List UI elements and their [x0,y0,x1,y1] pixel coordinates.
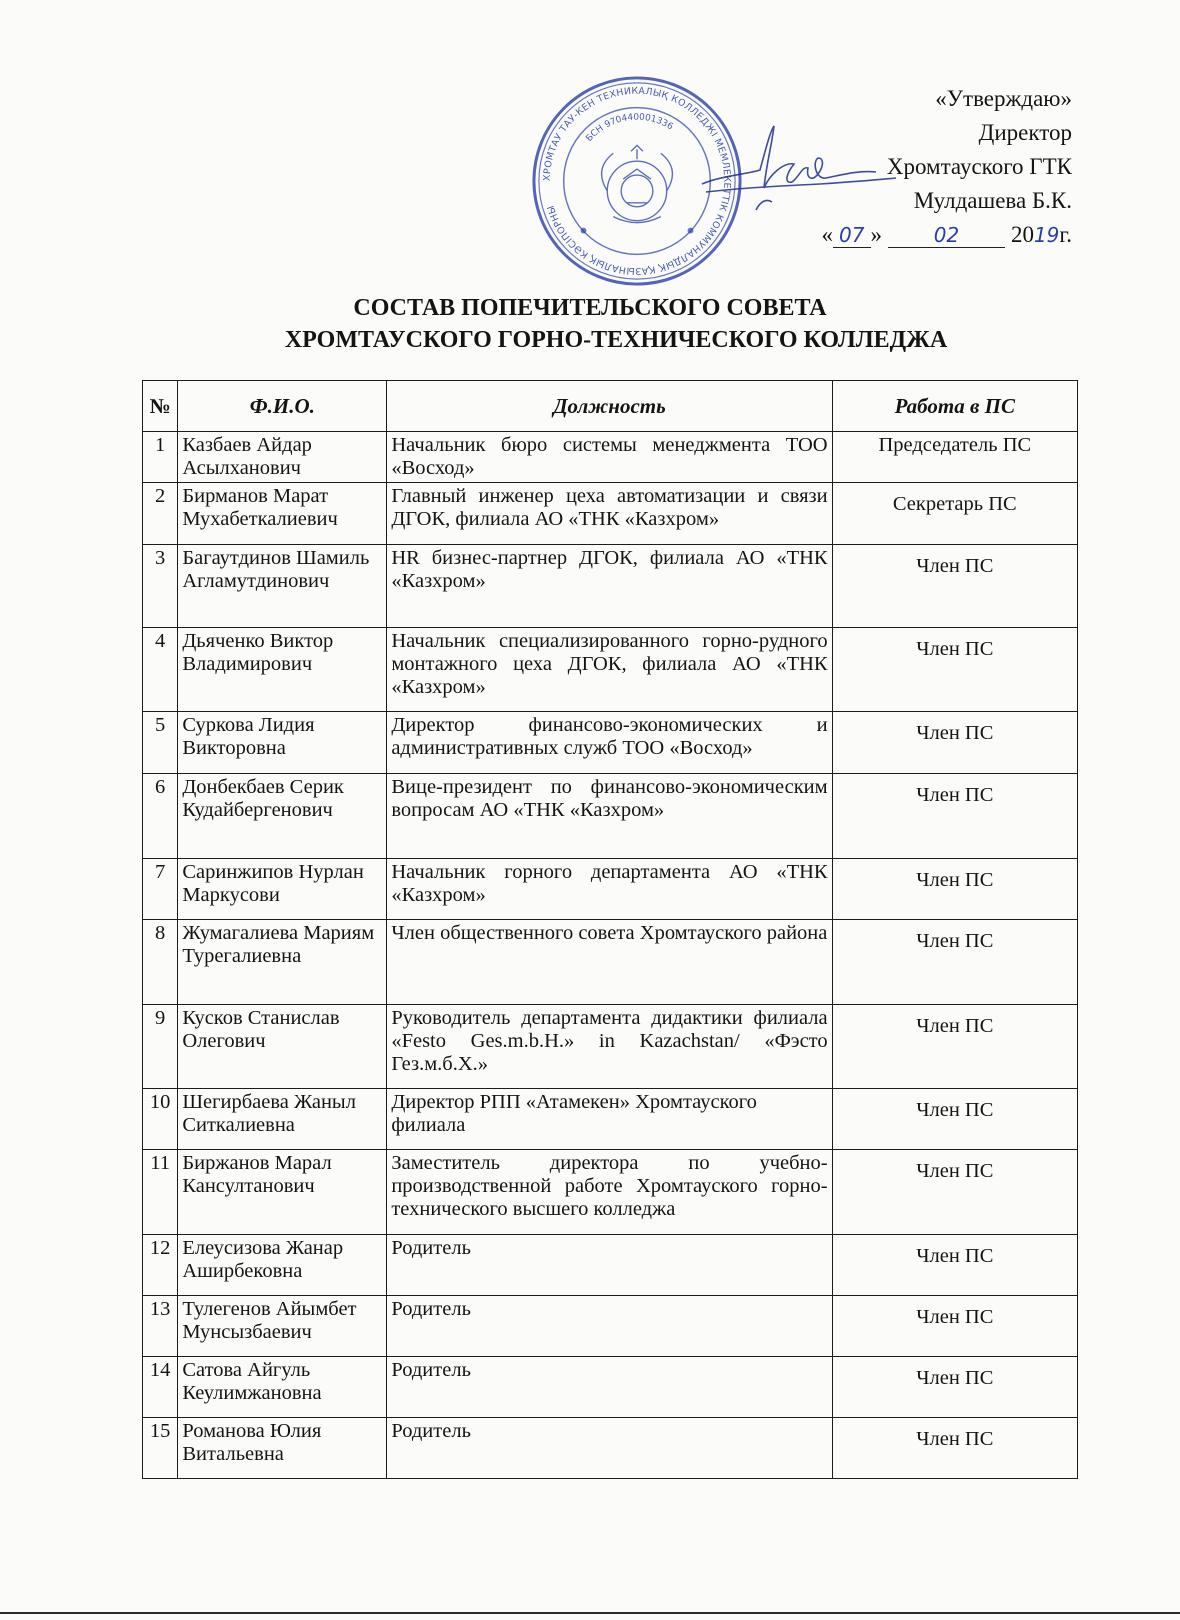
cell-position: Начальник горного департамента АО «ТНК «Казхром» [387,859,832,920]
cell-board-role: Член ПС [832,774,1077,859]
header-full-name: Ф.И.О. [178,381,387,432]
table-row [143,1296,1078,1357]
cell-position: Главный инженер цеха автоматизации и связи ДГОК, филиала АО «ТНК «Казхром» [387,483,832,545]
cell-position: Начальник бюро системы менеджмента ТОО «Восход» [387,432,832,483]
table-row [143,1089,1078,1150]
table-row [143,628,1078,712]
cell-board-role: Член ПС [832,1357,1077,1418]
cell-position: Вице-президент по финансово-экономическим вопросам АО «ТНК «Казхром» [387,774,832,859]
cell-board-role: Член ПС [832,712,1077,774]
seal-inner-text: БСН 970440001336 [584,112,675,144]
cell-full-name: Багаутдинов Шамиль Агламутдинович [178,545,387,628]
cell-position: Родитель [387,1296,832,1357]
cell-number: 14 [143,1357,178,1418]
cell-board-role: Член ПС [832,1089,1077,1150]
table-row [143,859,1078,920]
cell-position: Родитель [387,1418,832,1479]
cell-number: 5 [143,712,178,774]
table-row [143,432,1078,483]
header-number: № [143,381,178,432]
date-open-quote: « [821,222,834,247]
approve-label: «Утверждаю» [935,86,1072,111]
cell-position: Заместитель директора по учебно-производственной работе Хромтауского горно-технического высшего колледжа [387,1150,832,1235]
cell-position: Директор РПП «Атамекен» Хромтауского филиала [387,1089,832,1150]
date-year-prefix: 20 [1010,222,1034,247]
cell-board-role: Член ПС [832,920,1077,1005]
cell-full-name: Донбекбаев Серик Кудайбергенович [178,774,387,859]
cell-full-name: Сатова Айгуль Кеулимжановна [178,1357,387,1418]
cell-full-name: Бирманов Марат Мухабеткалиевич [178,483,387,545]
cell-number: 1 [143,432,178,483]
members-table-wrapper [142,380,1078,1479]
cell-board-role: Член ПС [832,1296,1077,1357]
cell-number: 10 [143,1089,178,1150]
cell-board-role: Член ПС [832,628,1077,712]
cell-full-name: Шегирбаева Жаныл Ситкалиевна [178,1089,387,1150]
cell-board-role: Член ПС [832,545,1077,628]
cell-number: 7 [143,859,178,920]
cell-full-name: Дьяченко Виктор Владимирович [178,628,387,712]
date-close-quote: » [870,222,882,247]
cell-number: 3 [143,545,178,628]
approval-block [822,82,1072,252]
table-row [143,1235,1078,1296]
table-row [143,483,1078,545]
table-row [143,1150,1078,1235]
cell-position: HR бизнес-партнер ДГОК, филиала АО «ТНК «Казхром» [387,545,832,628]
cell-number: 15 [143,1418,178,1479]
date-year-end: г. [1059,222,1072,247]
cell-position: Начальник специализированного горно-рудного монтажного цеха ДГОК, филиала АО «ТНК «Казхром» [387,628,832,712]
cell-number: 2 [143,483,178,545]
table-header-row [143,381,1078,432]
scan-edge-line [0,1612,1180,1614]
cell-number: 9 [143,1005,178,1089]
seal-outer-text: ХРОМТАУ ТАУ-КЕН ТЕХНИКАЛЫҚ КОЛЛЕДЖІ МЕМЛЕКЕТТІК КОММУНАЛДЫҚ ҚАЗЫНАЛЫҚ КӘСІПОРНЫ [541,85,733,277]
table-row [143,920,1078,1005]
approver-organization: Хромтауского ГТК [886,154,1072,179]
title-line-1: СОСТАВ ПОПЕЧИТЕЛЬСКОГО СОВЕТА [353,295,827,321]
cell-number: 4 [143,628,178,712]
cell-number: 8 [143,920,178,1005]
cell-full-name: Елеусизова Жанар Аширбековна [178,1235,387,1296]
svg-text:БСН 970440001336 [584,113,674,144]
cell-full-name: Саринжипов Нурлан Маркусови [178,859,387,920]
table-row [143,1357,1078,1418]
cell-board-role: Член ПС [832,1150,1077,1235]
cell-number: 6 [143,774,178,859]
table-row [143,774,1078,859]
table-row [143,545,1078,628]
cell-board-role: Член ПС [832,1418,1077,1479]
document-title [0,292,1180,356]
cell-board-role: Секретарь ПС [832,483,1077,545]
cell-number: 13 [143,1296,178,1357]
table-row [143,1005,1078,1089]
cell-board-role: Член ПС [832,1235,1077,1296]
cell-full-name: Казбаев Айдар Асылханович [178,432,387,483]
board-members-table [142,380,1078,1479]
cell-full-name: Кусков Станислав Олегович [178,1005,387,1089]
header-position: Должность [387,381,832,432]
title-line-2: ХРОМТАУСКОГО ГОРНО-ТЕХНИЧЕСКОГО КОЛЛЕДЖА [284,327,948,353]
approver-position: Директор [978,120,1072,145]
cell-number: 11 [143,1150,178,1235]
cell-full-name: Романова Юлия Витальевна [178,1418,387,1479]
cell-position: Родитель [387,1235,832,1296]
cell-board-role: Председатель ПС [832,432,1077,483]
cell-position: Директор финансово-экономических и административных служб ТОО «Восход» [387,712,832,774]
cell-position: Член общественного совета Хромтауского района [387,920,832,1005]
cell-number: 12 [143,1235,178,1296]
cell-position: Родитель [387,1357,832,1418]
date-year-suffix: 19 [1033,223,1060,247]
cell-board-role: Член ПС [832,1005,1077,1089]
approval-date [822,218,1072,252]
cell-full-name: Тулегенов Айымбет Мунсызбаевич [178,1296,387,1357]
table-row [143,712,1078,774]
cell-full-name: Суркова Лидия Викторовна [178,712,387,774]
cell-full-name: Биржанов Марал Кансултанович [178,1150,387,1235]
table-row [143,1418,1078,1479]
date-month: 02 [888,223,1005,248]
approver-name: Мулдашева Б.К. [913,188,1072,213]
cell-board-role: Член ПС [832,859,1077,920]
header-board-role: Работа в ПС [832,381,1077,432]
cell-full-name: Жумагалиева Мариям Турегалиевна [178,920,387,1005]
cell-position: Руководитель департамента дидактики филиала «Festo Ges.m.b.H.» in Kazachstan/ «Фэсто Гез.м.б.Х.» [387,1005,832,1089]
date-day: 07 [833,223,870,248]
